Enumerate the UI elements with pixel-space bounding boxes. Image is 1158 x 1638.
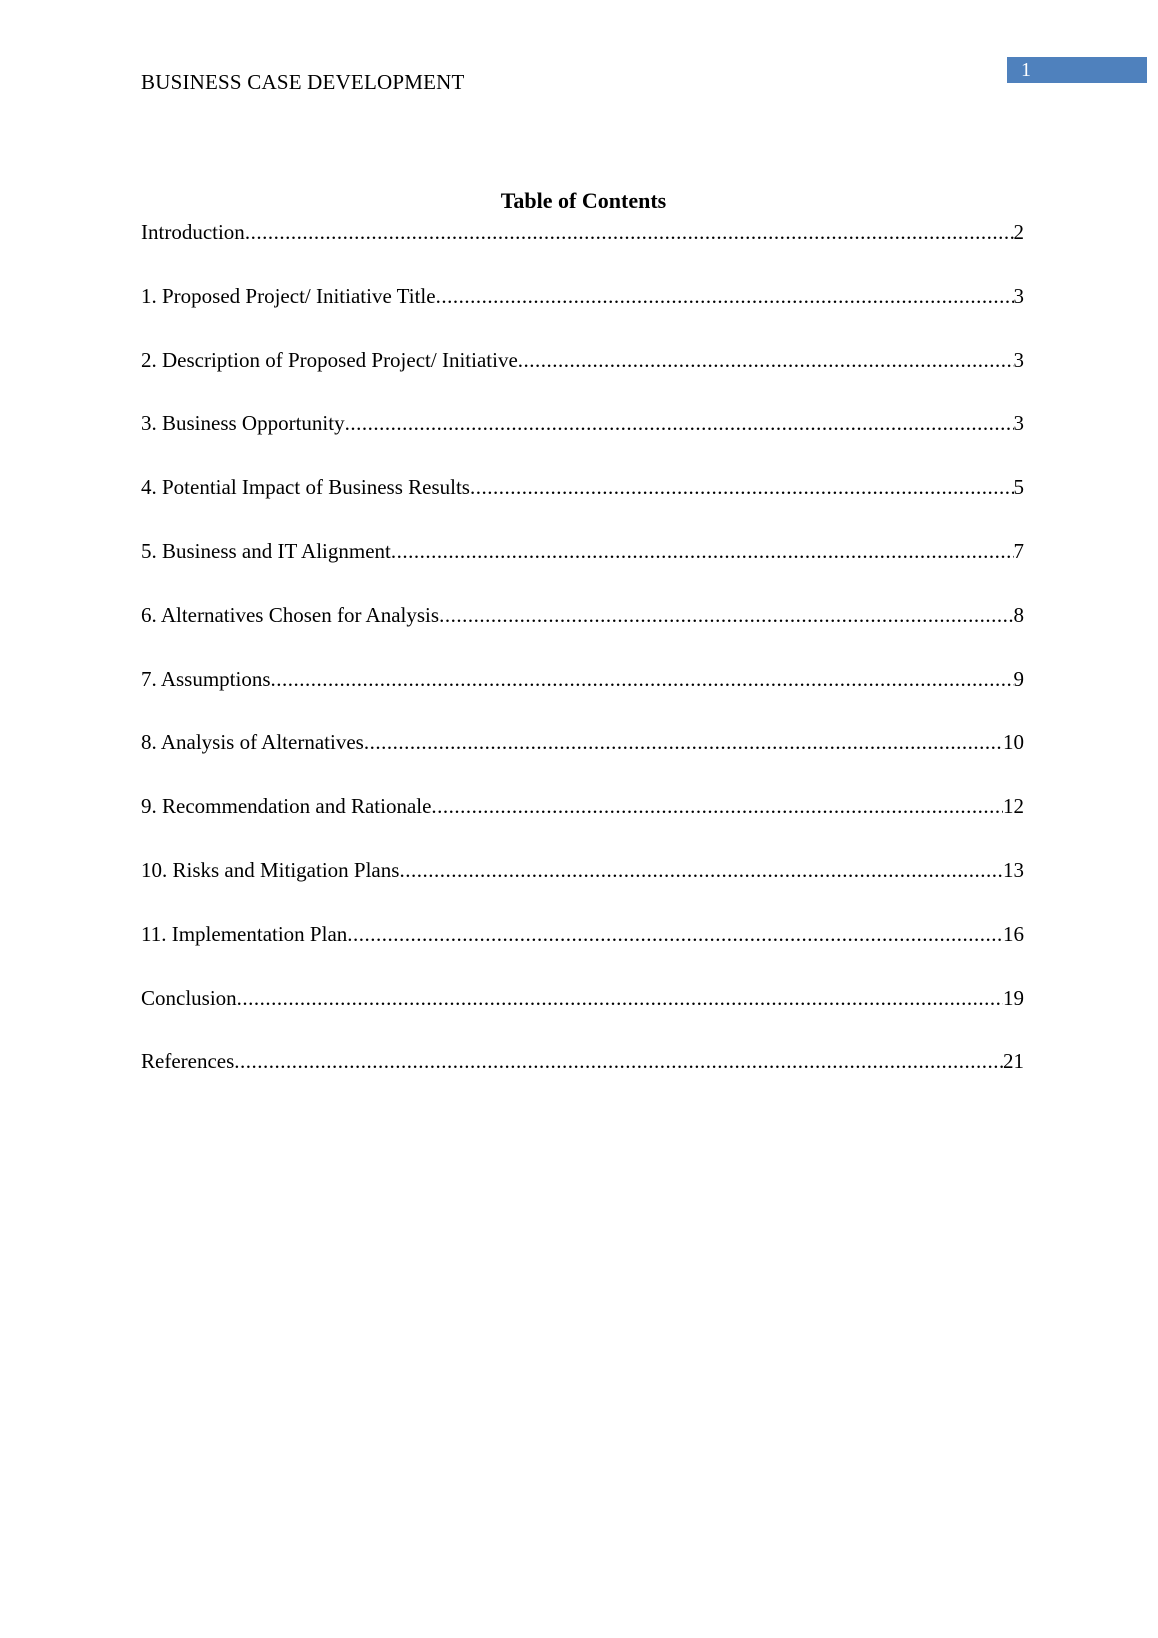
running-head-title: BUSINESS CASE DEVELOPMENT (141, 70, 465, 94)
toc-entry-references[interactable] (141, 1047, 1024, 1111)
toc-dot-leader (439, 601, 1013, 629)
page-number-badge: 1 (1007, 57, 1147, 83)
toc-entry-description[interactable] (141, 346, 1024, 410)
toc-entry-page: 3 (1013, 283, 1024, 308)
toc-dot-leader (234, 1047, 1003, 1075)
toc-entry-recommendation[interactable] (141, 792, 1024, 856)
toc-entry-conclusion[interactable] (141, 984, 1024, 1048)
toc-entry-page: 13 (1003, 857, 1024, 882)
toc-entry-proposed-project-title[interactable] (141, 282, 1024, 346)
toc-entry-label: 7. Assumptions (141, 666, 271, 691)
toc-entry-business-opportunity[interactable] (141, 409, 1024, 473)
toc-entry-analysis-of-alternatives[interactable] (141, 728, 1024, 792)
toc-entry-label: 3. Business Opportunity (141, 411, 345, 436)
toc-dot-leader (518, 346, 1014, 374)
toc-dot-leader (271, 665, 1014, 693)
toc-dot-leader (245, 218, 1014, 246)
toc-entry-label: 4. Potential Impact of Business Results (141, 475, 470, 500)
toc-entry-page: 21 (1003, 1049, 1024, 1074)
toc-entry-potential-impact[interactable] (141, 473, 1024, 537)
toc-entry-label: 8. Analysis of Alternatives (141, 730, 364, 755)
toc-entry-page: 3 (1013, 347, 1024, 372)
toc-entry-page: 5 (1013, 475, 1024, 500)
toc-entry-page: 9 (1013, 666, 1024, 691)
toc-entry-label: 2. Description of Proposed Project/ Initiative (141, 347, 518, 372)
toc-dot-leader (431, 792, 1003, 820)
toc-entry-label: 11. Implementation Plan (141, 921, 348, 946)
toc-entry-label: 5. Business and IT Alignment (141, 538, 391, 563)
toc-entry-risks-mitigation[interactable] (141, 856, 1024, 920)
toc-entry-page: 7 (1013, 538, 1024, 563)
toc-dot-leader (237, 984, 1003, 1012)
toc-entry-assumptions[interactable] (141, 665, 1024, 729)
toc-entry-alternatives-chosen[interactable] (141, 601, 1024, 665)
toc-dot-leader (436, 282, 1014, 310)
toc-entry-label: Conclusion (141, 985, 237, 1010)
toc-entry-label: 6. Alternatives Chosen for Analysis (141, 602, 440, 627)
toc-entry-page: 16 (1003, 921, 1024, 946)
toc-entry-page: 10 (1003, 730, 1024, 755)
toc-entry-business-it-alignment[interactable] (141, 537, 1024, 601)
toc-title: Table of Contents (500, 188, 667, 213)
table-of-contents (141, 218, 1024, 1111)
toc-entry-introduction[interactable] (141, 218, 1024, 282)
toc-dot-leader (391, 537, 1014, 565)
toc-entry-label: 9. Recommendation and Rationale (141, 794, 432, 819)
toc-entry-implementation-plan[interactable] (141, 920, 1024, 984)
toc-entry-page: 8 (1013, 602, 1024, 627)
toc-entry-page: 3 (1013, 411, 1024, 436)
toc-dot-leader (399, 856, 1003, 884)
toc-dot-leader (364, 728, 1003, 756)
toc-entry-label: References (141, 1049, 235, 1074)
toc-entry-label: 1. Proposed Project/ Initiative Title (141, 283, 436, 308)
toc-dot-leader (345, 409, 1014, 437)
toc-dot-leader (347, 920, 1003, 948)
toc-entry-label: 10. Risks and Mitigation Plans (141, 857, 400, 882)
toc-entry-page: 19 (1003, 985, 1024, 1010)
toc-entry-page: 2 (1013, 220, 1024, 244)
toc-entry-label: Introduction (141, 220, 245, 244)
toc-dot-leader (470, 473, 1014, 501)
toc-entry-page: 12 (1003, 794, 1024, 819)
